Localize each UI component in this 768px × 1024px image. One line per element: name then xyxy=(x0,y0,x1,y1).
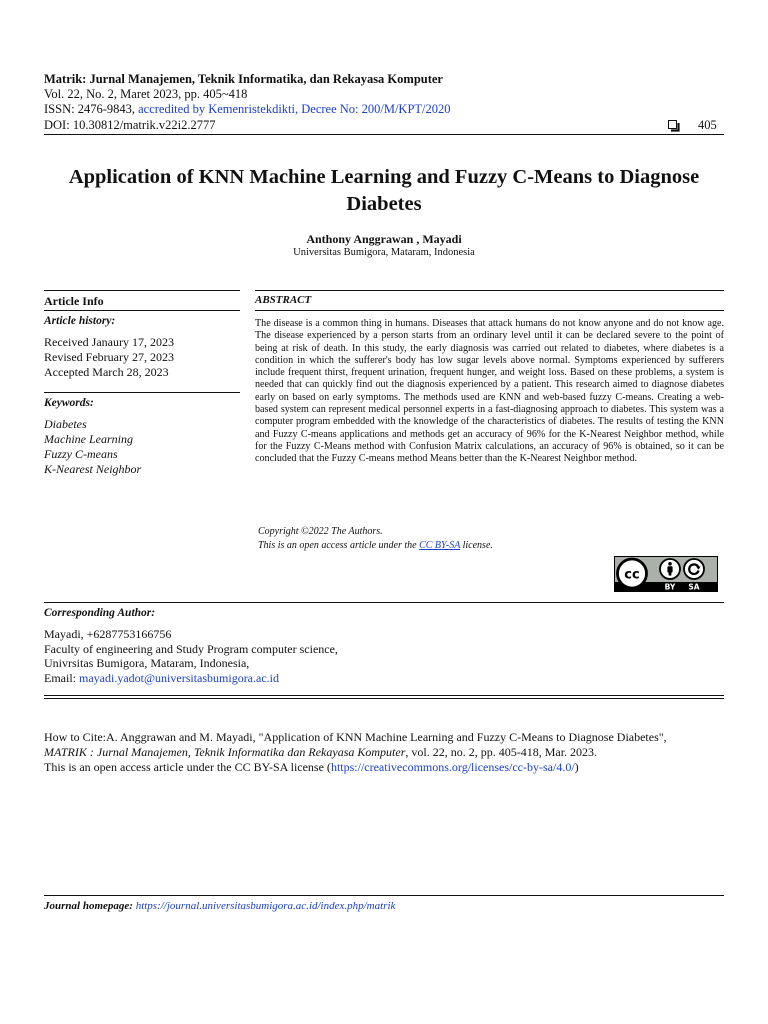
citation-license-line xyxy=(44,760,734,775)
homepage-link[interactable]: https://journal.universitasbumigora.ac.id/index.php/matrik xyxy=(135,900,396,912)
citation-license-suffix: ) xyxy=(574,760,579,774)
history-heading: Article history: xyxy=(44,315,116,327)
corr-bottom-rule-1 xyxy=(44,695,724,696)
citation-block xyxy=(44,730,734,775)
keywords-rule xyxy=(44,392,240,393)
accreditation-link[interactable]: accredited by Kemenristekdikti, Decree No: 200/M/KPT/2020 xyxy=(138,102,451,116)
keyword-item: Machine Learning xyxy=(44,432,133,446)
license-suffix: license. xyxy=(460,540,493,551)
journal-homepage xyxy=(44,900,395,912)
volume-line: Vol. 22, No. 2, Maret 2023, pp. 405~418 xyxy=(44,87,248,101)
cc-sa-label: SA xyxy=(688,582,700,592)
citation-line-1: How to Cite:A. Anggrawan and M. Mayadi, "Application of KNN Machine Learning and Fuzzy C-Means to Diagnose Diabetes", xyxy=(44,730,667,744)
cc-by-label: BY xyxy=(664,582,676,592)
copyright-line: Copyright ©2022 The Authors. xyxy=(258,526,383,537)
received-date: Received Janaury 17, 2023 xyxy=(44,335,174,349)
email-label: Email: xyxy=(44,670,79,685)
keyword-item: K-Nearest Neighbor xyxy=(44,462,142,476)
abstract-top-rule xyxy=(255,290,724,291)
citation-journal: MATRIK : Jurnal Manajemen, Teknik Informatika dan Rekayasa Komputer xyxy=(44,745,406,759)
paper-authors: Anthony Anggrawan , Mayadi xyxy=(306,232,462,246)
keywords-heading: Keywords: xyxy=(44,397,94,409)
corresponding-block xyxy=(44,627,338,685)
issn-line xyxy=(44,102,451,117)
corr-bottom-rule-2 xyxy=(44,698,724,699)
page-marker-shadow xyxy=(668,120,680,132)
keyword-item: Diabetes xyxy=(44,417,87,431)
revised-date: Revised February 27, 2023 xyxy=(44,350,174,364)
header-rule xyxy=(44,134,724,135)
abstract-text: The disease is a common thing in humans. Diseases that attack humans do not know anyone and do not know age. The disease experienced by a person starts from an ordinary level until it can be declared severe to the point of being at risk of death. In this study, the early diagnosis was carried out related to diabetes, where diabetes is a condition in which the sufferer's body has low sugar levels above normal. Symptoms experienced by sufferers include frequent thirst, frequent urination, frequent hunger, and weight loss. Based on these problems, a system is needed that can quickly find out the diagnosis experienced by a patient. This research aimed to diagnose diabetes early on based on early symptoms. The methods used are KNN and web-based fuzzy C-means. Creating a web-based system can represent medical personnel experts in a fast-diagnosing approach to diabetes. This system was a computer program embedded with the knowledge of the characteristics of diabetes. The results of testing the KNN and Fuzzy C-means applications and methods get an accuracy of 96% for the K-Nearest Neighbor method, while for the Fuzzy C-Means method with Confusion Matrix calculations, an accuracy of 96% is obtained, so it can be concluded that the Fuzzy C-means method Means better than the K-Nearest Neighbor method. xyxy=(255,318,724,465)
footer-rule xyxy=(44,895,724,896)
corresponding-name-phone: Mayadi, +6287753166756 xyxy=(44,627,172,641)
email-link[interactable]: mayadi.yadot@universitasbumigora.ac.id xyxy=(79,670,279,685)
keywords-list xyxy=(44,417,141,477)
copyright-block xyxy=(258,525,493,553)
issn-text: ISSN: 2476-9843, xyxy=(44,102,139,116)
info-sub-rule xyxy=(44,310,240,311)
citation-details: , vol. 22, no. 2, pp. 405-418, Mar. 2023. xyxy=(405,745,598,759)
journal-name: Matrik: Jurnal Manajemen, Teknik Informatika, dan Rekayasa Komputer xyxy=(44,72,443,86)
svg-text:cc: cc xyxy=(624,567,640,583)
cc-by-sa-badge-icon[interactable] xyxy=(614,556,718,592)
doi-line: DOI: 10.30812/matrik.v22i2.2777 xyxy=(44,118,216,132)
corresponding-faculty: Faculty of engineering and Study Program computer science, xyxy=(44,641,338,656)
article-history xyxy=(44,335,174,380)
license-url-link[interactable]: https://creativecommons.org/licenses/cc-by-sa/4.0/ xyxy=(330,760,575,774)
corresponding-university: Univrsitas Bumigora, Mataram, Indonesia, xyxy=(44,656,250,670)
paper-affiliation: Universitas Bumigora, Mataram, Indonesia xyxy=(293,247,475,258)
paper-title: Application of KNN Machine Learning and Fuzzy C-Means to Diagnose Diabetes xyxy=(68,166,700,215)
cc-by-sa-link[interactable]: CC BY-SA xyxy=(419,540,461,551)
accepted-date: Accepted March 28, 2023 xyxy=(44,365,169,379)
keyword-item: Fuzzy C-means xyxy=(44,447,118,461)
page-marker-icon xyxy=(668,120,677,129)
license-prefix: This is an open access article under the xyxy=(258,540,420,551)
page-number: 405 xyxy=(698,118,717,132)
corr-top-rule xyxy=(44,602,724,603)
corresponding-email-line xyxy=(44,671,338,686)
homepage-label: Journal homepage: xyxy=(44,900,133,912)
abstract-heading: ABSTRACT xyxy=(255,294,312,306)
license-line xyxy=(258,539,493,553)
article-info-heading: Article Info xyxy=(44,294,104,308)
corresponding-heading: Corresponding Author: xyxy=(44,607,156,619)
info-top-rule xyxy=(44,290,240,291)
citation-line-2 xyxy=(44,745,734,760)
citation-license-prefix: This is an open access article under the CC BY-SA license ( xyxy=(44,760,331,774)
abstract-sub-rule xyxy=(255,310,724,311)
